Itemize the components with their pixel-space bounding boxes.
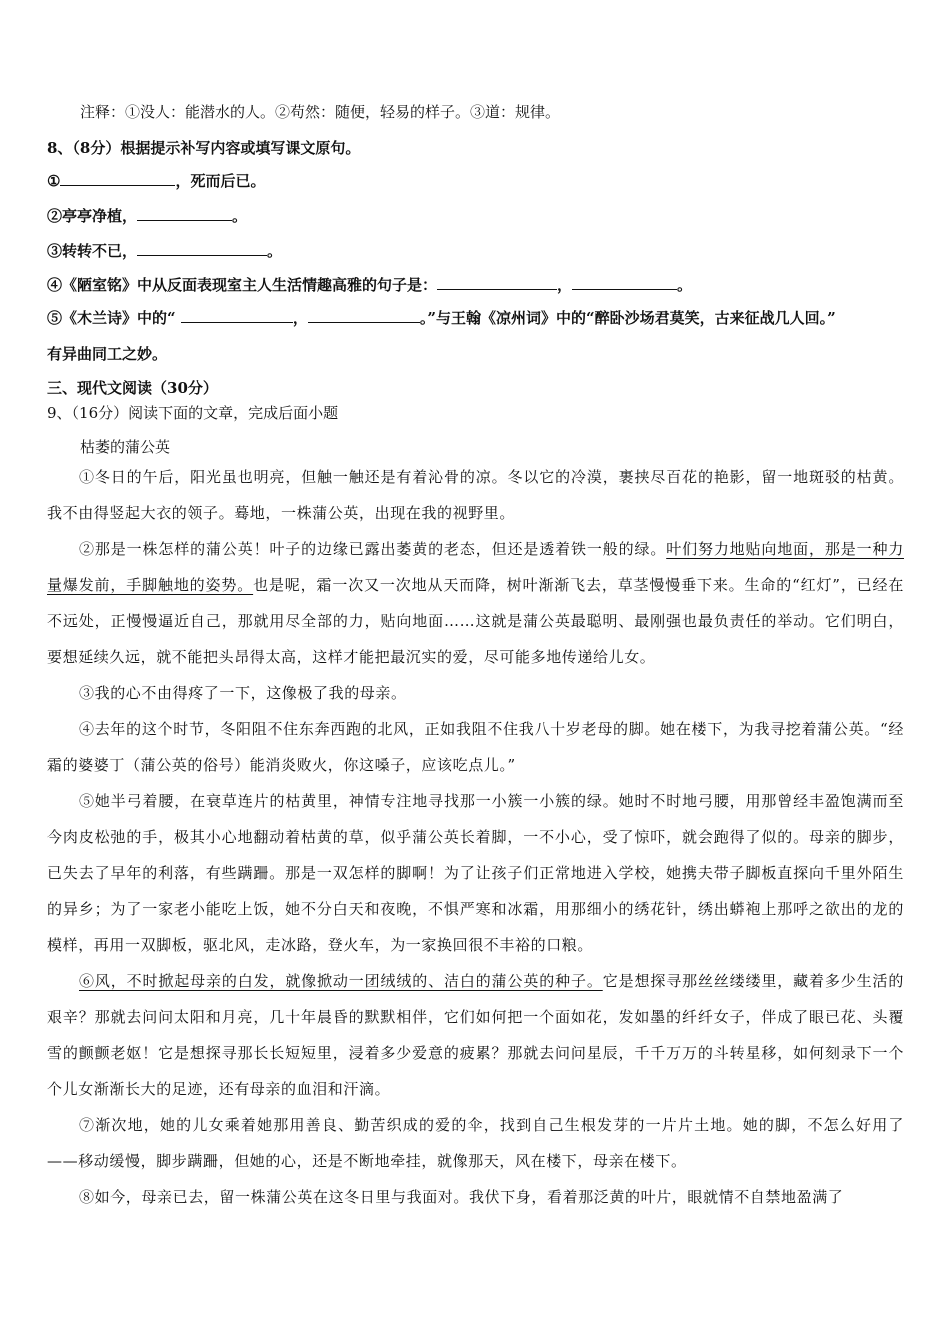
section-3-heading: 三、现代文阅读（30分） (47, 379, 218, 397)
fill-blank-5b[interactable] (308, 307, 420, 323)
question-8-item-2 (47, 205, 247, 226)
fill-blank-3[interactable] (137, 240, 267, 256)
question-8-header (47, 137, 360, 158)
paragraph-1: ①冬日的午后，阳光虽也明亮，但触一触还是有着沁骨的凉。冬以它的冷漠，裹挟尽百花的艳影，留一地斑驳的枯黄。我不由得竖起大衣的领子。蓦地，一株蒲公英，出现在我的视野里。 (47, 468, 904, 522)
paragraph-2-text-b: 也是呢，霜一次又一次地从天而降，树叶渐渐飞去，草茎慢慢垂下来。生命的“红灯”，已经在不远处，正慢慢逼近自己，那就用尽全部的力，贴向地面……这就是蒲公英最聪明、最刚强也最负责任的举动。它们明白，要想延续久远，就不能把头昂得太高，这样才能把最沉实的爱，尽可能多地传递给儿女。 (47, 576, 904, 666)
item-3-period: 。 (267, 242, 283, 260)
item-5-text-a: ⑤《木兰诗》中的“ (47, 309, 176, 327)
paragraph-8: ⑧如今，母亲已去，留一株蒲公英在这冬日里与我面对。我伏下身，看着那泛黄的叶片，眼就情不自禁地盈满了 (79, 1188, 844, 1206)
paragraph-6-underlined: ⑥风，不时掀起母亲的白发，就像掀动一团绒绒的、洁白的蒲公英的种子。 (79, 972, 603, 990)
paragraph-2 (47, 531, 904, 675)
paragraph-6 (47, 963, 904, 1107)
item-3-text: ③转转不已， (47, 242, 138, 260)
paragraph-2-text-a: ②那是一株怎样的蒲公英！叶子的边缘已露出萎黄的老态，但还是透着铁一般的绿。 (79, 540, 667, 558)
fill-blank-4a[interactable] (437, 274, 557, 290)
item-2-text: ②亭亭净植， (47, 207, 138, 225)
item-1-number: ① (47, 172, 61, 190)
item-1-suffix: ，死而后已。 (175, 172, 266, 190)
question-9-header: 9、（16分）阅读下面的文章，完成后面小题 (47, 404, 339, 422)
fill-blank-4b[interactable] (572, 274, 677, 290)
paragraph-4: ④去年的这个时节，冬阳阻不住东奔西跑的北风，正如我阻不住我八十岁老母的脚。她在楼下，为我寻挖着蒲公英。“经霜的婆婆丁（蒲公英的俗号）能消炎败火，你这嗓子，应该吃点儿。” (47, 720, 904, 774)
question-8-item-5 (47, 307, 836, 328)
paragraph-7: ⑦渐次地，她的儿女乘着她那用善良、勤苦织成的爱的伞，找到自己生根发芽的一片片土地。她的脚，不怎么好用了——移动缓慢，脚步蹒跚，但她的心，还是不断地牵挂，就像那天，风在楼下，母亲在楼下。 (47, 1116, 904, 1170)
question-8-header-text: 8、（8分）根据提示补写内容或填写课文原句。 (47, 139, 361, 157)
paragraph-3: ③我的心不由得疼了一下，这像极了我的母亲。 (79, 684, 407, 702)
item-4-comma: ， (557, 276, 573, 294)
fill-blank-1[interactable] (60, 170, 175, 186)
question-8-item-4 (47, 274, 692, 295)
item-5-text-b: 。”与王翰《凉州词》中的“醉卧沙场君莫笑，古来征战几人回。” (419, 309, 836, 327)
question-8-item-3 (47, 240, 282, 261)
paragraph-6-text: 它是想探寻那丝丝缕缕里，藏着多少生活的艰辛？那就去问问太阳和月亮，几十年晨昏的默默相伴，它们如何把一个面如花，发如墨的纤纤女子，伴成了眼已花、头覆雪的颤颤老妪！它是想探寻那长长短短里，浸着多少爱意的疲累？那就去问问星辰，千千万万的斗转星移，如何刻录下一个个儿女渐渐长大的足迹，还有母亲的血泪和汗滴。 (47, 972, 905, 1098)
item-4-text: ④《陋室铭》中从反面表现室主人生活情趣高雅的句子是： (47, 276, 438, 294)
paragraph-5: ⑤她半弓着腰，在衰草连片的枯黄里，神情专注地寻找那一小簇一小簇的绿。她时不时地弓腰，用那曾经丰盈饱满而至今肉皮松弛的手，极其小心地翻动着枯黄的草，似乎蒲公英长着脚，一不小心，受了惊吓，就会跑得了似的。母亲的脚步，已失去了早年的利落，有些蹒跚。那是一双怎样的脚啊！为了让孩子们正常地进入学校，她携夫带子脚板直探向千里外陌生的异乡；为了一家老小能吃上饭，她不分白天和夜晚，不惧严寒和冰霜，用那细小的绣花针，绣出蟒袍上那呼之欲出的龙的模样，再用一双脚板，驱北风，走冰路，登火车，为一家换回很不丰裕的口粮。 (47, 792, 904, 954)
item-4-period: 。 (677, 276, 693, 294)
fill-blank-2[interactable] (137, 205, 232, 221)
article-title: 枯萎的蒲公英 (80, 438, 171, 456)
paragraph-2-underlined: 叶们努力地贴向地面，那是一种力量爆发前，手脚触地的姿势。 (47, 540, 904, 594)
item-5-comma: ， (292, 309, 308, 327)
fill-blank-5a[interactable] (181, 307, 293, 323)
item-2-period: 。 (232, 207, 248, 225)
question-8-item-1 (47, 170, 265, 191)
annotation-note: 注释：①没人：能潜水的人。②苟然：随便，轻易的样子。③道：规律。 (80, 103, 561, 121)
question-8-item-5-cont: 有异曲同工之妙。 (47, 345, 168, 363)
